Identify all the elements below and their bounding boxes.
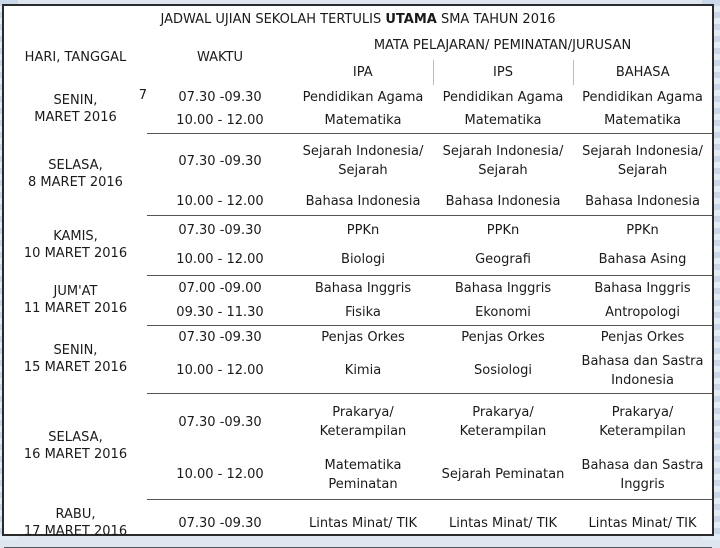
- bahasa-subject-cell-text: PPKn: [626, 222, 659, 238]
- time-cell-text: 07.30 -09.30: [178, 153, 262, 169]
- ips-subject-cell-text: Penjas Orkes: [461, 329, 545, 345]
- ips-subject-cell: [433, 349, 573, 393]
- ipa-subject-cell: [293, 133, 433, 189]
- exam-date: 8 MARET 2016: [28, 175, 123, 190]
- schedule-row: [4, 215, 712, 245]
- bahasa-subject-cell-text: Penjas Orkes: [600, 329, 685, 345]
- schedule-body: [4, 85, 712, 547]
- day-name: JUM'AT: [53, 284, 98, 299]
- bahasa-subject-cell-text: Antropologi: [605, 305, 680, 321]
- ipa-subject-cell-text: PPKn: [346, 222, 380, 238]
- time-cell-text: 10.00 - 12.00: [176, 252, 264, 268]
- ipa-subject-cell: [293, 245, 433, 275]
- ipa-subject-cell-text: Pendidikan Agama: [302, 89, 424, 105]
- ips-subject-cell: [433, 189, 573, 215]
- ips-subject-cell-text: Prakarya/ Keterampilan: [459, 405, 547, 440]
- bahasa-subject-cell: [573, 393, 712, 451]
- bahasa-subject-cell: [573, 109, 712, 133]
- ips-subject-cell-text: Sejarah Peminatan: [441, 467, 565, 483]
- bahasa-subject-cell: [573, 451, 712, 499]
- day-name: SENIN,: [53, 343, 98, 358]
- ipa-subject-cell-text: Matematika Peminatan: [324, 457, 402, 492]
- ips-subject-cell: [433, 393, 573, 451]
- ips-subject-cell: [433, 245, 573, 275]
- ipa-subject-cell: [293, 275, 433, 301]
- time-cell: [147, 325, 293, 349]
- header-time: WAKTU: [196, 50, 243, 65]
- time-cell-text: 07.00 -09.00: [178, 280, 262, 296]
- exam-date: 16 MARET 2016: [23, 447, 128, 462]
- bahasa-subject-cell-text: Matematika: [604, 113, 681, 129]
- exam-date: 15 MARET 2016: [23, 360, 128, 375]
- time-cell: [147, 301, 293, 325]
- ips-subject-cell: [433, 301, 573, 325]
- time-cell-text: 10.00 - 12.00: [176, 467, 264, 483]
- day-date-cell: [4, 133, 147, 215]
- bahasa-subject-cell-text: Pendidikan Agama: [582, 89, 703, 105]
- day-name: RABU,: [55, 506, 96, 522]
- ips-subject-cell-text: PPKn: [486, 222, 520, 238]
- time-cell: [147, 451, 293, 499]
- time-cell-text: 10.00 - 12.00: [176, 363, 264, 379]
- bahasa-subject-cell: [573, 301, 712, 325]
- bahasa-subject-cell: [573, 245, 712, 275]
- ipa-subject-cell-text: Bahasa Indonesia: [305, 194, 421, 210]
- time-cell: [147, 133, 293, 189]
- day-number-mark: 7: [138, 88, 147, 103]
- time-cell-text: 07.30 -09.30: [178, 89, 262, 105]
- time-cell-text: 07.30 -09.30: [178, 329, 262, 345]
- bahasa-subject-cell-text: Sejarah Indonesia/ Sejarah: [582, 144, 703, 179]
- bahasa-subject-cell: [573, 275, 712, 301]
- ips-subject-cell-text: Geografi: [475, 252, 531, 268]
- time-cell: [147, 189, 293, 215]
- time-cell: [147, 393, 293, 451]
- day-date-cell: [4, 393, 147, 499]
- bahasa-subject-cell-text: Bahasa Indonesia: [585, 194, 700, 210]
- schedule-row: [4, 275, 712, 301]
- bahasa-subject-cell: [573, 133, 712, 189]
- day-name: SENIN,: [53, 93, 98, 108]
- schedule-row: [4, 85, 712, 109]
- title-prefix: JADWAL UJIAN SEKOLAH TERTULIS: [160, 12, 386, 27]
- bahasa-subject-cell-text: Prakarya/ Keterampilan: [599, 405, 686, 440]
- day-date-cell: [4, 325, 147, 393]
- time-cell-text: 10.00 - 12.00: [176, 113, 264, 129]
- ipa-subject-cell-text: Fisika: [345, 305, 381, 321]
- time-cell: [147, 275, 293, 301]
- time-cell: [147, 245, 293, 275]
- ipa-subject-cell: [293, 451, 433, 499]
- time-cell-text: 07.30 -09.30: [178, 515, 262, 531]
- time-cell: [147, 85, 293, 109]
- title-suffix: SMA TAHUN 2016: [436, 12, 556, 27]
- ips-subject-cell-text: Sosiologi: [474, 363, 532, 379]
- time-cell-text: 09.30 - 11.30: [176, 305, 264, 321]
- exam-date: 10 MARET 2016: [23, 246, 128, 261]
- schedule-row: [4, 393, 712, 451]
- day-date-cell: [4, 275, 147, 325]
- ips-subject-cell: [433, 85, 573, 109]
- time-cell-text: 10.00 - 12.00: [176, 194, 264, 210]
- ips-subject-cell-text: Ekonomi: [475, 305, 531, 321]
- ips-subject-cell-text: Bahasa Inggris: [454, 280, 552, 296]
- header-ips: IPS: [433, 60, 573, 85]
- title-emphasis: UTAMA: [385, 12, 437, 27]
- header-subjects: MATA PELAJARAN/ PEMINATAN/JURUSAN: [373, 37, 632, 53]
- bahasa-subject-cell-text: Bahasa dan Sastra Inggris: [581, 457, 704, 492]
- ipa-subject-cell: [293, 325, 433, 349]
- ipa-subject-cell-text: Bahasa Inggris: [314, 280, 412, 296]
- ipa-subject-cell-text: Matematika: [324, 113, 402, 129]
- schedule-row: [4, 325, 712, 349]
- time-cell: [147, 349, 293, 393]
- ips-subject-cell-text: Matematika: [464, 113, 542, 129]
- schedule-row: [4, 133, 712, 189]
- ipa-subject-cell: [293, 301, 433, 325]
- ipa-subject-cell: [293, 393, 433, 451]
- header-ipa: IPA: [352, 65, 373, 80]
- bahasa-subject-cell: [573, 325, 712, 349]
- time-cell: [147, 109, 293, 133]
- ips-subject-cell: [433, 215, 573, 245]
- ips-subject-cell: [433, 275, 573, 301]
- time-cell: [147, 215, 293, 245]
- header-bahasa: BAHASA: [573, 60, 712, 85]
- ips-subject-cell: [433, 451, 573, 499]
- header-day-date: HARI, TANGGAL: [24, 50, 127, 65]
- day-name: SELASA,: [48, 430, 103, 445]
- ipa-subject-cell: [293, 85, 433, 109]
- schedule-title: [4, 12, 712, 27]
- ips-subject-cell-text: Bahasa Indonesia: [445, 194, 561, 210]
- exam-date: 17 MARET 2016: [23, 523, 128, 539]
- day-date-cell: [4, 85, 147, 133]
- ipa-subject-cell-text: Kimia: [344, 363, 382, 379]
- ipa-subject-cell: [293, 189, 433, 215]
- bahasa-subject-cell-text: Bahasa dan Sastra Indonesia: [581, 353, 704, 388]
- ipa-subject-cell-text: Lintas Minat/ TIK: [308, 515, 417, 531]
- exam-date: MARET 2016: [34, 110, 117, 125]
- bahasa-subject-cell: [573, 85, 712, 109]
- ips-subject-cell: [433, 133, 573, 189]
- bahasa-subject-cell: [573, 349, 712, 393]
- exam-date: 11 MARET 2016: [23, 301, 128, 316]
- time-cell-text: 07.30 -09.30: [178, 414, 262, 430]
- ipa-subject-cell-text: Biologi: [341, 252, 385, 268]
- bahasa-subject-cell: [573, 215, 712, 245]
- schedule-sheet: [2, 4, 714, 539]
- ipa-subject-cell-text: Prakarya/ Keterampilan: [319, 405, 407, 440]
- ipa-subject-cell-text: Penjas Orkes: [321, 329, 405, 345]
- bahasa-subject-cell-text: Lintas Minat/ TIK: [588, 515, 697, 531]
- exam-schedule-table: [4, 30, 712, 548]
- day-date-cell: [4, 215, 147, 275]
- bahasa-subject-cell: [573, 189, 712, 215]
- ipa-subject-cell: [293, 109, 433, 133]
- bahasa-subject-cell-text: Bahasa Asing: [598, 252, 687, 268]
- bahasa-subject-cell-text: Bahasa Inggris: [594, 280, 691, 296]
- ipa-subject-cell-text: Sejarah Indonesia/ Sejarah: [302, 144, 424, 179]
- day-name: KAMIS,: [53, 229, 98, 244]
- ips-subject-cell: [433, 325, 573, 349]
- day-name: SELASA,: [48, 158, 103, 173]
- ips-subject-cell-text: Pendidikan Agama: [442, 89, 564, 105]
- time-cell-text: 07.30 -09.30: [178, 222, 262, 238]
- ips-subject-cell-text: Lintas Minat/ TIK: [448, 515, 557, 531]
- ips-subject-cell-text: Sejarah Indonesia/ Sejarah: [442, 144, 564, 179]
- ips-subject-cell: [433, 109, 573, 133]
- ipa-subject-cell: [293, 349, 433, 393]
- ipa-subject-cell: [293, 215, 433, 245]
